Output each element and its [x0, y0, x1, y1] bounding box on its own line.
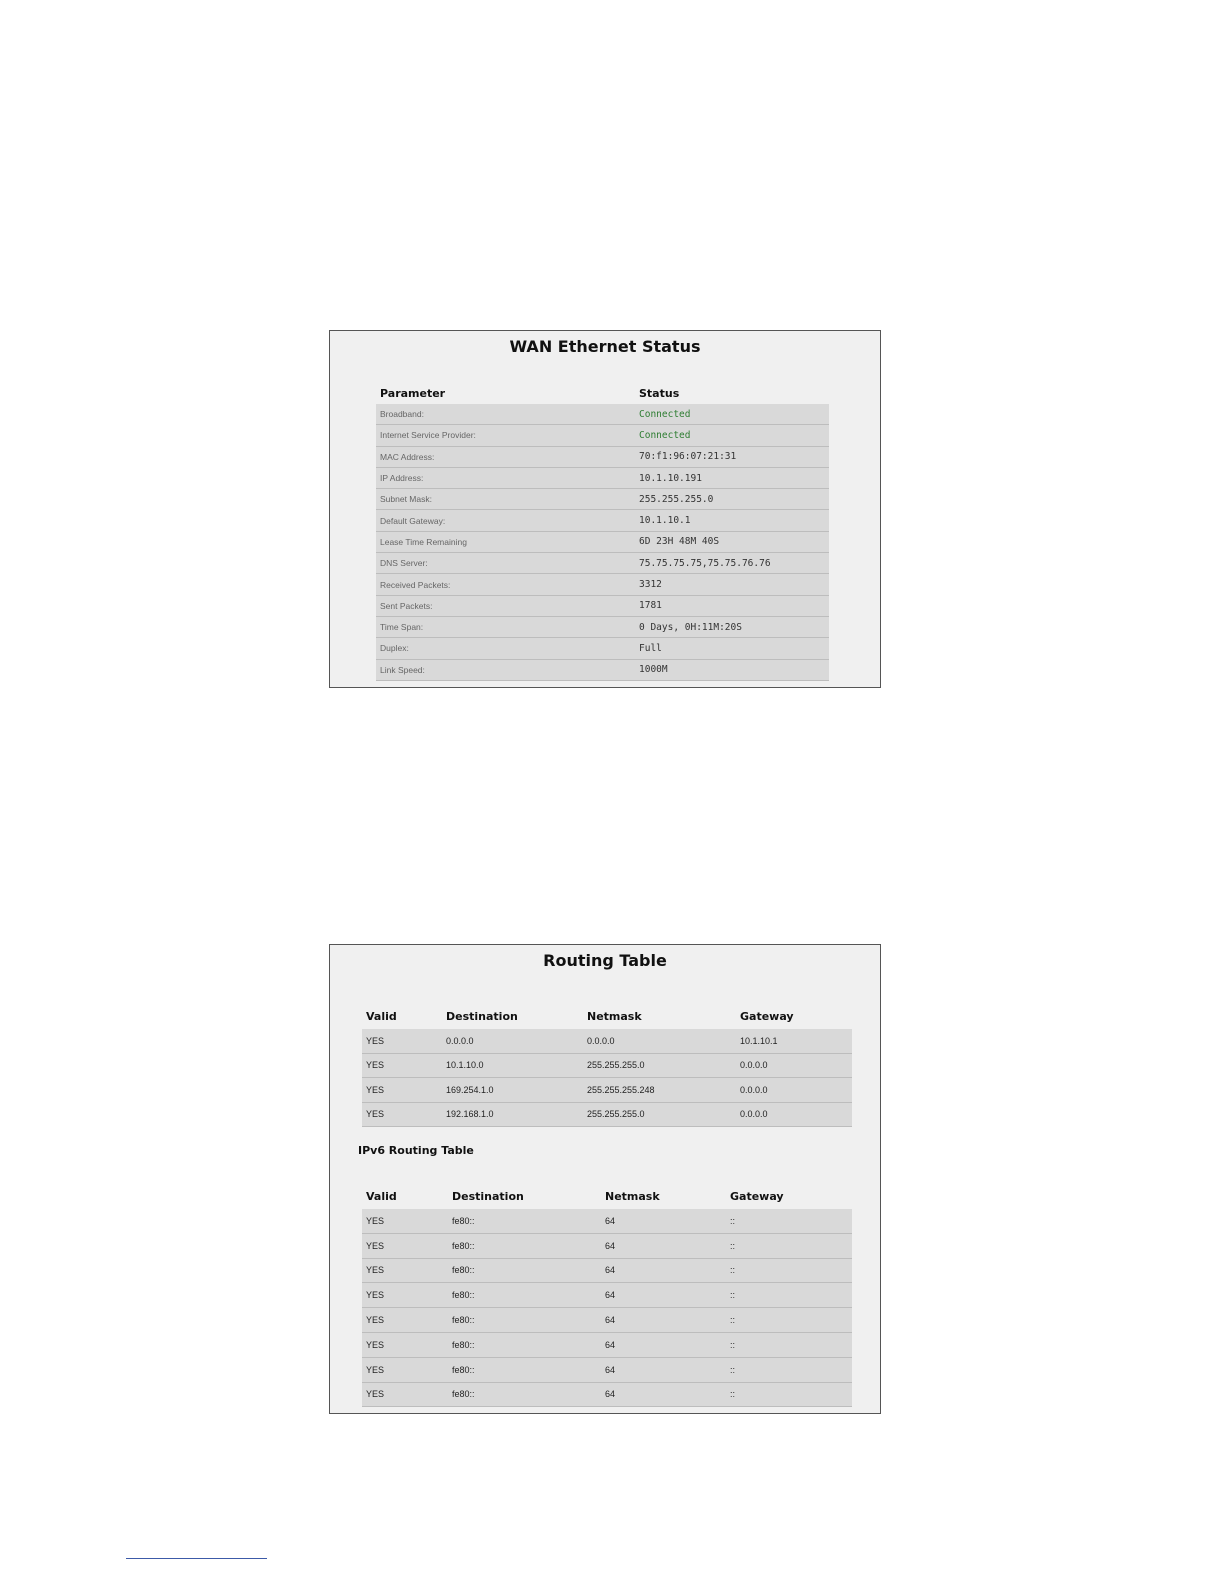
ipv4-routing-table — [362, 1003, 852, 1127]
gateway-cell: 10.1.10.1 — [736, 1029, 852, 1053]
wan-status-value: Connected — [635, 404, 829, 425]
destination-cell: fe80:: — [448, 1332, 601, 1357]
gateway-column-header: Gateway — [740, 1009, 794, 1023]
netmask-column-header: Netmask — [605, 1189, 660, 1203]
netmask-cell: 64 — [601, 1233, 726, 1258]
destination-cell: fe80:: — [448, 1382, 601, 1407]
table-row — [362, 1332, 852, 1357]
table-row — [362, 1258, 852, 1283]
table-row — [362, 1029, 852, 1053]
netmask-cell: 255.255.255.0 — [583, 1053, 736, 1078]
wan-param-label: Time Span: — [376, 616, 635, 637]
netmask-cell: 64 — [601, 1258, 726, 1283]
valid-cell: YES — [362, 1053, 442, 1078]
parameter-column-header: Parameter — [380, 386, 446, 400]
valid-column-header: Valid — [366, 1009, 397, 1023]
wan-param-label: Broadband: — [376, 404, 635, 425]
gateway-cell: :: — [726, 1357, 852, 1382]
wan-status-value: Connected — [635, 425, 829, 446]
netmask-cell: 255.255.255.0 — [583, 1102, 736, 1127]
wan-param-label: Received Packets: — [376, 574, 635, 595]
wan-row-ip-address — [376, 467, 829, 488]
destination-cell: fe80:: — [448, 1258, 601, 1283]
gateway-cell: :: — [726, 1382, 852, 1407]
wan-table-header-row — [376, 382, 829, 404]
wan-ethernet-status-panel — [329, 330, 881, 688]
table-row — [362, 1283, 852, 1308]
destination-cell: fe80:: — [448, 1209, 601, 1233]
gateway-cell: :: — [726, 1308, 852, 1333]
wan-row-received-packets — [376, 574, 829, 595]
table-row — [362, 1357, 852, 1382]
gateway-cell: :: — [726, 1283, 852, 1308]
wan-param-label: Duplex: — [376, 638, 635, 659]
wan-status-value: 1000M — [635, 659, 829, 680]
routing-panel-title: Routing Table — [543, 951, 667, 970]
valid-cell: YES — [362, 1078, 442, 1103]
wan-row-sent-packets — [376, 595, 829, 616]
destination-cell: fe80:: — [448, 1233, 601, 1258]
destination-column-header: Destination — [446, 1009, 518, 1023]
wan-param-label: Sent Packets: — [376, 595, 635, 616]
destination-column-header: Destination — [452, 1189, 524, 1203]
destination-cell: 0.0.0.0 — [442, 1029, 583, 1053]
wan-status-value: 75.75.75.75,75.75.76.76 — [635, 553, 829, 574]
wan-param-label: Link Speed: — [376, 659, 635, 680]
ipv6-routing-table-title: IPv6 Routing Table — [358, 1144, 474, 1157]
wan-status-value: 10.1.10.191 — [635, 467, 829, 488]
netmask-cell: 64 — [601, 1308, 726, 1333]
wan-status-value: 10.1.10.1 — [635, 510, 829, 531]
wan-param-label: MAC Address: — [376, 446, 635, 467]
valid-cell: YES — [362, 1357, 448, 1382]
wan-status-value: 6D 23H 48M 40S — [635, 531, 829, 552]
wan-row-lease-time — [376, 531, 829, 552]
gateway-cell: 0.0.0.0 — [736, 1078, 852, 1103]
gateway-column-header: Gateway — [730, 1189, 784, 1203]
gateway-cell: 0.0.0.0 — [736, 1053, 852, 1078]
destination-cell: fe80:: — [448, 1308, 601, 1333]
ipv4-table-body — [362, 1029, 852, 1127]
gateway-cell: :: — [726, 1332, 852, 1357]
table-row — [362, 1078, 852, 1103]
ipv6-routing-table — [362, 1183, 852, 1407]
wan-row-isp — [376, 425, 829, 446]
valid-cell: YES — [362, 1382, 448, 1407]
wan-status-value: 0 Days, 0H:11M:20S — [635, 616, 829, 637]
gateway-cell: :: — [726, 1258, 852, 1283]
valid-cell: YES — [362, 1029, 442, 1053]
table-row — [362, 1308, 852, 1333]
wan-param-label: Internet Service Provider: — [376, 425, 635, 446]
table-row — [362, 1209, 852, 1233]
gateway-cell: :: — [726, 1233, 852, 1258]
gateway-cell: :: — [726, 1209, 852, 1233]
wan-param-label: Lease Time Remaining — [376, 531, 635, 552]
wan-table-body — [376, 404, 829, 680]
wan-row-time-span — [376, 616, 829, 637]
netmask-cell: 64 — [601, 1332, 726, 1357]
valid-cell: YES — [362, 1209, 448, 1233]
status-column-header: Status — [639, 386, 680, 400]
netmask-column-header: Netmask — [587, 1009, 642, 1023]
valid-cell: YES — [362, 1102, 442, 1127]
destination-cell: fe80:: — [448, 1357, 601, 1382]
wan-status-value: 3312 — [635, 574, 829, 595]
wan-status-value: 70:f1:96:07:21:31 — [635, 446, 829, 467]
destination-cell: 169.254.1.0 — [442, 1078, 583, 1103]
wan-status-table — [376, 382, 829, 681]
wan-row-mac-address — [376, 446, 829, 467]
valid-cell: YES — [362, 1258, 448, 1283]
wan-row-link-speed — [376, 659, 829, 680]
gateway-cell: 0.0.0.0 — [736, 1102, 852, 1127]
wan-status-value: 1781 — [635, 595, 829, 616]
wan-row-dns-server — [376, 553, 829, 574]
wan-status-value: Full — [635, 638, 829, 659]
ipv4-table-header-row — [362, 1003, 852, 1029]
netmask-cell: 64 — [601, 1283, 726, 1308]
valid-cell: YES — [362, 1332, 448, 1357]
table-row — [362, 1382, 852, 1407]
ipv6-table-header-row — [362, 1183, 852, 1209]
netmask-cell: 64 — [601, 1357, 726, 1382]
netmask-cell: 255.255.255.248 — [583, 1078, 736, 1103]
table-row — [362, 1102, 852, 1127]
wan-panel-title: WAN Ethernet Status — [509, 337, 701, 356]
valid-cell: YES — [362, 1283, 448, 1308]
wan-row-default-gateway — [376, 510, 829, 531]
netmask-cell: 0.0.0.0 — [583, 1029, 736, 1053]
ipv6-table-body — [362, 1209, 852, 1407]
netmask-cell: 64 — [601, 1382, 726, 1407]
destination-cell: 192.168.1.0 — [442, 1102, 583, 1127]
wan-status-value: 255.255.255.0 — [635, 489, 829, 510]
wan-param-label: Subnet Mask: — [376, 489, 635, 510]
valid-column-header: Valid — [366, 1189, 397, 1203]
wan-row-duplex — [376, 638, 829, 659]
wan-param-label: DNS Server: — [376, 553, 635, 574]
footnote-divider — [126, 1558, 267, 1559]
netmask-cell: 64 — [601, 1209, 726, 1233]
wan-row-broadband — [376, 404, 829, 425]
wan-param-label: IP Address: — [376, 467, 635, 488]
wan-row-subnet-mask — [376, 489, 829, 510]
routing-table-panel — [329, 944, 881, 1414]
valid-cell: YES — [362, 1308, 448, 1333]
wan-param-label: Default Gateway: — [376, 510, 635, 531]
valid-cell: YES — [362, 1233, 448, 1258]
table-row — [362, 1053, 852, 1078]
destination-cell: fe80:: — [448, 1283, 601, 1308]
destination-cell: 10.1.10.0 — [442, 1053, 583, 1078]
table-row — [362, 1233, 852, 1258]
